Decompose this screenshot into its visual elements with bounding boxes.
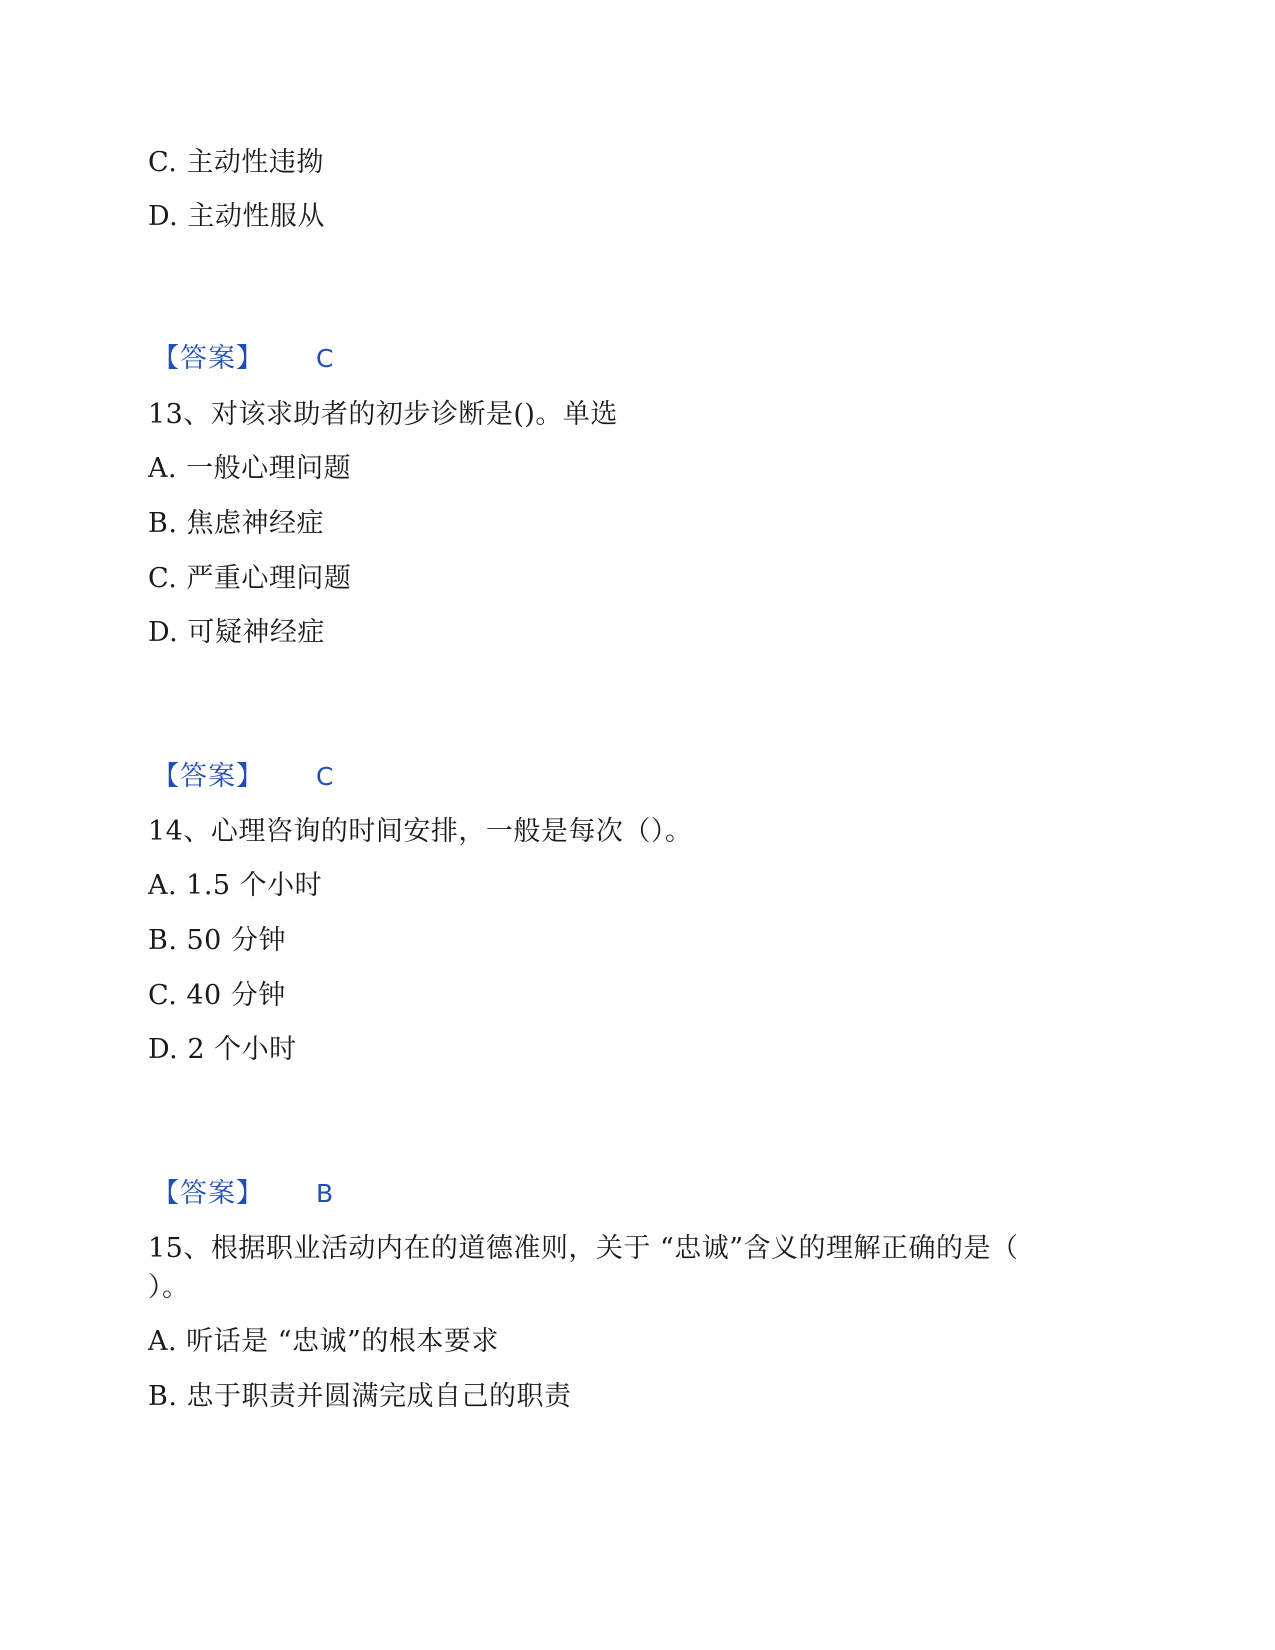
q12-answer — [152, 342, 333, 376]
q13-option-d: D. 可疑神经症 — [148, 617, 325, 648]
q12-option-c: C. 主动性违拗 — [148, 147, 324, 178]
q15-question-line-1: 15、根据职业活动内在的道德准则，关于 “忠诚”含义的理解正确的是（ — [148, 1233, 1019, 1264]
q13-answer — [152, 760, 333, 794]
q14-answer — [152, 1177, 333, 1211]
q15-option-b: B. 忠于职责并圆满完成自己的职责 — [148, 1381, 572, 1412]
answer-value: C — [316, 762, 334, 791]
q14-option-b: B. 50 分钟 — [148, 925, 286, 956]
q13-option-b: B. 焦虑神经症 — [148, 508, 325, 539]
q14-question: 14、心理咨询的时间安排，一般是每次（）。 — [148, 816, 693, 847]
q13-option-a: A. 一般心理问题 — [148, 453, 352, 484]
q15-question-line-2: ）。 — [148, 1272, 190, 1303]
q13-question: 13、对该求助者的初步诊断是()。单选 — [148, 399, 618, 430]
q14-option-d: D. 2 个小时 — [148, 1034, 297, 1065]
q13-option-c: C. 严重心理问题 — [148, 563, 352, 594]
q14-option-a: A. 1.5 个小时 — [148, 870, 323, 901]
q14-option-c: C. 40 分钟 — [148, 980, 286, 1011]
answer-value: B — [316, 1179, 334, 1208]
answer-label: 【答案】 — [152, 343, 264, 374]
answer-label: 【答案】 — [152, 1178, 264, 1209]
answer-value: C — [316, 344, 334, 373]
q12-option-d: D. 主动性服从 — [148, 201, 325, 232]
answer-label: 【答案】 — [152, 761, 264, 792]
q15-option-a: A. 听话是 “忠诚”的根本要求 — [148, 1326, 499, 1357]
